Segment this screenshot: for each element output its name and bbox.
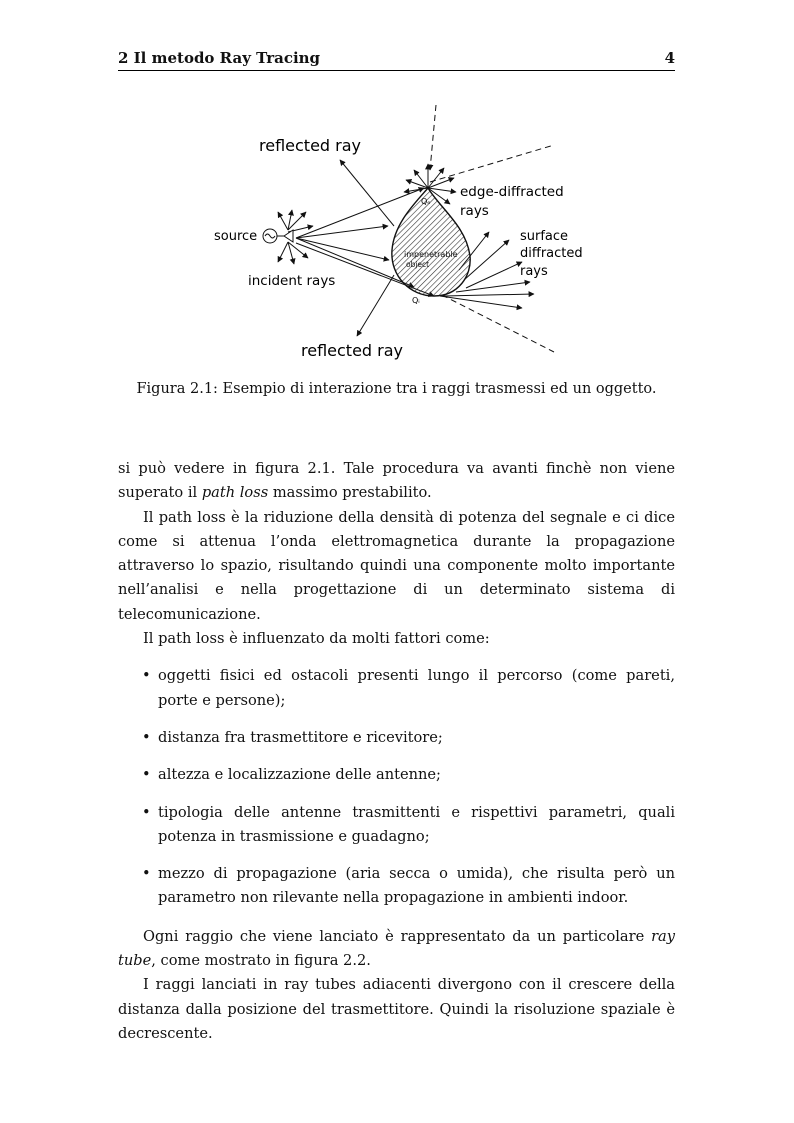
list-item: • distanza fra trasmettitore e ricevitore; [118, 726, 675, 750]
bullet-icon: • [142, 865, 151, 883]
label-surface: surface [520, 229, 569, 244]
label-diffracted: diffracted [520, 246, 583, 261]
list-item: • oggetti fisici ed ostacoli presenti lungo il percorso (come pareti, porte e persone); [118, 664, 675, 713]
running-header [118, 48, 675, 71]
list-item: • altezza e localizzazione delle antenne; [118, 763, 675, 787]
paragraph-2: Il path loss è la riduzione della densità di potenza del segnale e ci dice come si attenua l’onda elettromagnetica durante la propagazione attraverso lo spazio, risultando quindi una componente molto importante nell’analisi e nella progettazione di un determinato sistema di telecomunicazione. [118, 508, 675, 623]
list-item: • tipologia delle antenne trasmittenti e rispettivi parametri, quali potenza in trasmissione e guadagno; [118, 801, 675, 850]
bullet-icon: • [142, 766, 151, 784]
body-text [118, 457, 675, 1046]
bullet-icon: • [142, 728, 151, 746]
figure-caption: Figura 2.1: Esempio di interazione tra i raggi trasmessi ed un oggetto. [136, 381, 657, 397]
factor-list [118, 664, 675, 910]
label-object-2: object [406, 260, 430, 269]
label-edge-diffracted: edge-diffracted [460, 184, 564, 200]
label-theta-i: Qᵢ [412, 296, 420, 305]
paragraph-1: si può vedere in figura 2.1. Tale procedura va avanti finchè non viene superato il path loss massimo prestabilito. [118, 460, 675, 502]
list-item: • mezzo di propagazione (aria secca o umida), che risulta però un parametro non rilevante nella propagazione in ambienti indoor. [118, 862, 675, 911]
paragraph-5: I raggi lanciati in ray tubes adiacenti divergono con il crescere della distanza dalla posizione del trasmettitore. Quindi la risoluzione spaziale è decrescente. [118, 976, 675, 1042]
emphasis-ray-tube: ray tube [118, 927, 675, 970]
label-source: source [214, 229, 258, 244]
label-incident: incident rays [248, 273, 336, 289]
label-reflected-top: reflected ray [259, 136, 361, 155]
bullet-icon: • [142, 667, 151, 685]
page-number: 4 [664, 49, 675, 67]
source-antenna-icon [263, 229, 293, 243]
paragraph-4: Ogni raggio che viene lanciato è rappresentato da un particolare ray tube, come mostrato in figura 2.2. [118, 927, 675, 970]
paragraph-3: Il path loss è influenzato da molti fattori come: [143, 630, 490, 648]
label-object: impenetrable [404, 250, 458, 259]
chapter-title: 2 Il metodo Ray Tracing [118, 49, 321, 67]
object-shape [392, 188, 470, 296]
label-theta-e: Qₑ [421, 197, 431, 206]
label-reflected-bottom: reflected ray [301, 341, 403, 360]
bullet-icon: • [142, 803, 151, 821]
label-edge-diffracted-rays: rays [460, 203, 489, 219]
label-surface-rays: rays [520, 264, 548, 279]
emphasis-path-loss: path loss [201, 484, 269, 502]
ray-interaction-figure [204, 100, 594, 368]
